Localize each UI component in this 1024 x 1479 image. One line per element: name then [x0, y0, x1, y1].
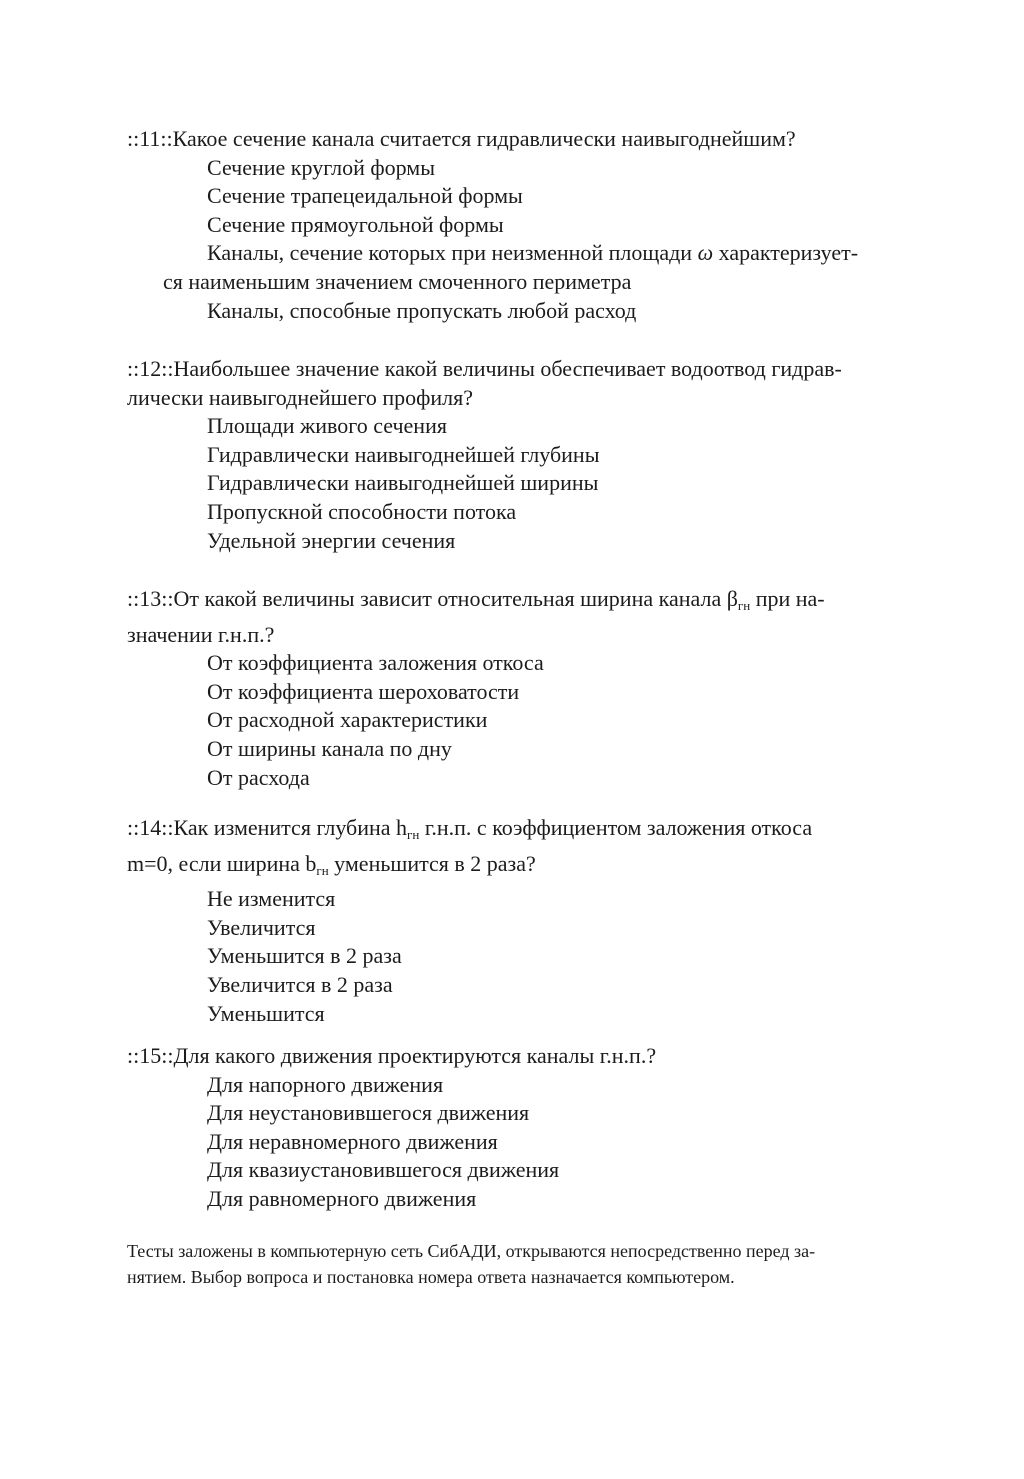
- answer-item: Каналы, сечение которых при неизменной площади ω характеризует- ся наименьшим значением смоченного периметра: [163, 240, 859, 294]
- answer-item: Для квазиустановившегося движения: [207, 1157, 560, 1183]
- answer-item: Для равномерного движения: [207, 1185, 477, 1211]
- b-symbol: b: [305, 850, 317, 876]
- answer-item: Удельной энергии сечения: [207, 527, 456, 553]
- answer-item: Пропускной способности потока: [207, 498, 517, 524]
- answer-item: От расходной характеристики: [207, 707, 488, 733]
- answer-item: Уменьшится: [207, 1000, 325, 1026]
- question-15: [127, 1042, 947, 1214]
- answer-item: От коэффициента шероховатости: [207, 678, 520, 704]
- answer-item: Сечение трапецеидальной формы: [207, 183, 523, 209]
- question-14-text: ::14::Как изменится глубина $h_{гн}$ г.н.п. с коэффициентом заложения откоса m=0, если ширина $b_{гн}$ уменьшится в 2 раза?: [127, 815, 813, 878]
- answer-item: Для напорного движения: [207, 1071, 444, 1097]
- question-15-answers: [127, 1071, 947, 1214]
- question-13-answers: [127, 649, 947, 792]
- answer-item: От ширины канала по дну: [207, 735, 452, 761]
- answer-item: Площади живого сечения: [207, 413, 447, 439]
- question-14-label: ::14::: [127, 815, 174, 840]
- question-13-label: ::13::: [127, 586, 174, 611]
- question-11-text: ::11::Какое сечение канала считается гидравлически наивыгоднейшим?: [127, 126, 796, 151]
- question-11: [127, 125, 947, 325]
- omega-symbol: ω: [697, 240, 714, 266]
- answer-item: Сечение прямоугольной формы: [207, 211, 504, 237]
- answer-item: Не изменится: [207, 886, 336, 912]
- answer-item: Увеличится в 2 раза: [207, 971, 393, 997]
- question-14-answers: [127, 885, 947, 1028]
- beta-symbol: β: [726, 586, 738, 611]
- answer-item: Для неустановившегося движения: [207, 1100, 530, 1126]
- h-symbol: h: [396, 815, 408, 840]
- answer-item: Гидравлически наивыгоднейшей глубины: [207, 441, 600, 467]
- question-11-answers: [127, 154, 947, 326]
- answer-item: Каналы, способные пропускать любой расход: [207, 297, 637, 323]
- question-12-answers: [127, 412, 947, 555]
- question-15-text: ::15::Для какого движения проектируются каналы г.н.п.?: [127, 1043, 657, 1068]
- answer-item: Уменьшится в 2 раза: [207, 943, 402, 969]
- question-13: [127, 585, 947, 792]
- question-12-label: ::12::: [127, 356, 174, 381]
- answer-item: Увеличится: [207, 914, 316, 940]
- question-14: [127, 814, 947, 1028]
- question-15-label: ::15::: [127, 1043, 174, 1068]
- answer-item: Гидравлически наивыгоднейшей ширины: [207, 470, 599, 496]
- answer-item: От коэффициента заложения откоса: [207, 650, 544, 676]
- answer-item: От расхода: [207, 764, 310, 790]
- question-12-text: ::12::Наибольшее значение какой величины обеспечивает водоотвод гидрав- лически наивыгоднейшего профиля?: [127, 356, 842, 410]
- question-13-text: ::13::От какой величины зависит относительная ширина канала $\beta_{гн}$ при на- значении г.н.п.?: [127, 586, 825, 647]
- footer-note: Тесты заложены в компьютерную сеть СибАДИ, открываются непосредственно перед за- нятием. Выбор вопроса и постановка номера ответа назначается компьютером.: [127, 1241, 816, 1287]
- answer-item: Для неравномерного движения: [207, 1128, 498, 1154]
- question-12: [127, 355, 947, 555]
- question-11-label: ::11::: [127, 126, 173, 151]
- answer-item: Сечение круглой формы: [207, 154, 435, 180]
